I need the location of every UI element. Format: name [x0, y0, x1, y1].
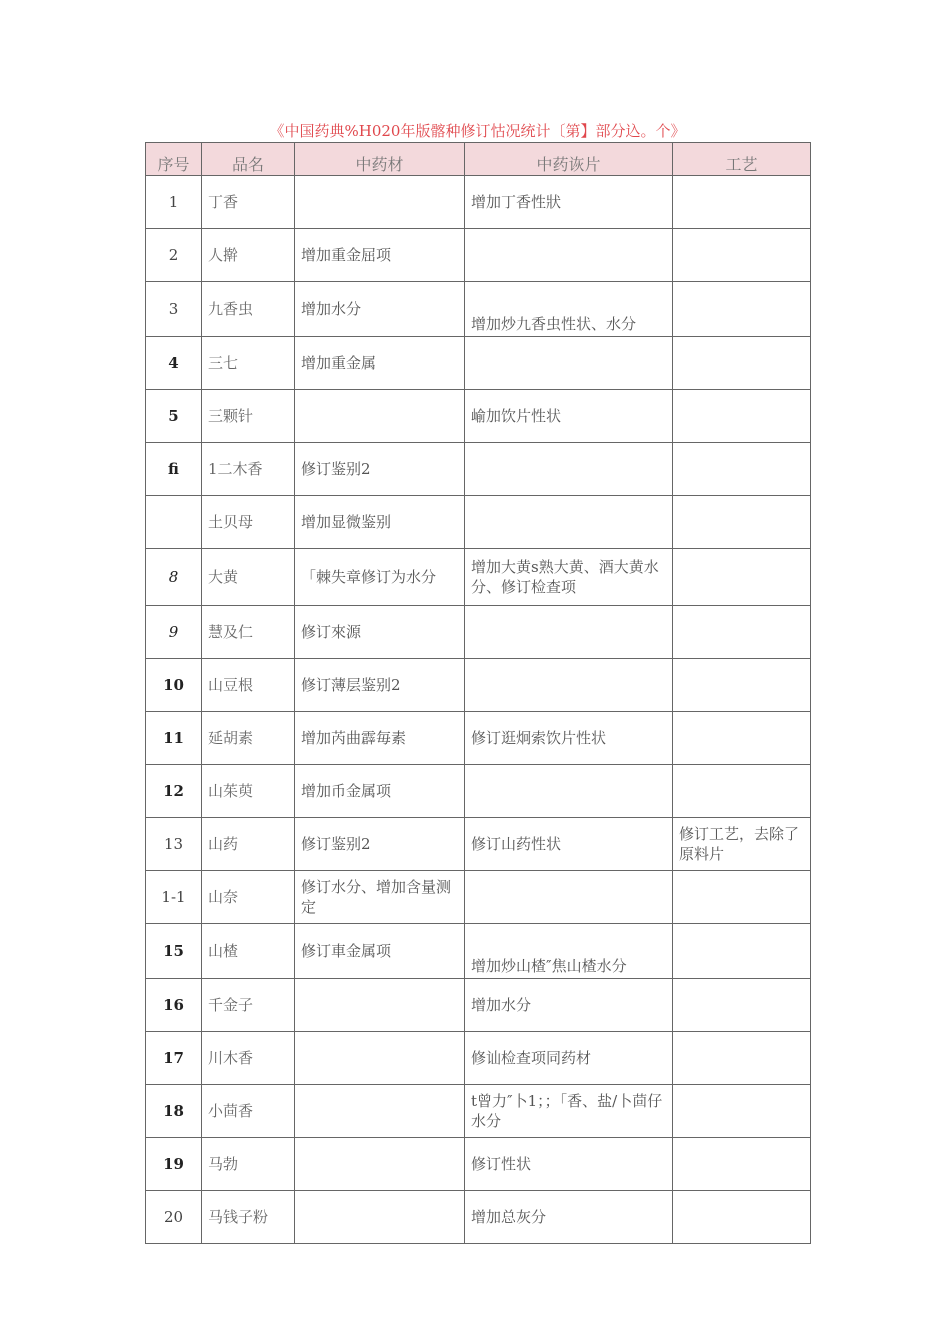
- cell-name: 三颗针: [202, 390, 295, 443]
- cell-name: 延胡素: [202, 712, 295, 765]
- cell-name: 慧及仁: [202, 606, 295, 659]
- cell-herb: 修订水分、增加含量测定: [295, 871, 465, 924]
- cell-name: 山药: [202, 818, 295, 871]
- cell-number: 18: [146, 1085, 202, 1138]
- table-row: [146, 1032, 811, 1085]
- cell-slice: 修讪检查项同药材: [465, 1032, 673, 1085]
- table-row: [146, 659, 811, 712]
- cell-herb: [295, 1085, 465, 1138]
- cell-number: 1-1: [146, 871, 202, 924]
- cell-name: 三七: [202, 337, 295, 390]
- cell-process: [673, 443, 811, 496]
- cell-slice: [465, 606, 673, 659]
- table-row: [146, 390, 811, 443]
- cell-name: 山茱萸: [202, 765, 295, 818]
- cell-name: 马钱子粉: [202, 1191, 295, 1244]
- cell-slice: 修订山药性状: [465, 818, 673, 871]
- cell-process: [673, 1191, 811, 1244]
- cell-name: 九香虫: [202, 282, 295, 337]
- cell-slice: [465, 229, 673, 282]
- header-number: 序号: [146, 143, 202, 176]
- cell-slice: 增加大黄s熟大黄、酒大黄水分、修订检查项: [465, 549, 673, 606]
- cell-number: 2: [146, 229, 202, 282]
- cell-herb: 增加芮曲霹毎素: [295, 712, 465, 765]
- cell-slice: 增加丁香性狀: [465, 176, 673, 229]
- cell-process: [673, 229, 811, 282]
- cell-slice: [465, 871, 673, 924]
- cell-herb: 修订鉴别2: [295, 818, 465, 871]
- cell-slice: 修订性状: [465, 1138, 673, 1191]
- cell-herb: 修订來源: [295, 606, 465, 659]
- cell-process: [673, 924, 811, 979]
- cell-number: 8: [146, 549, 202, 606]
- cell-herb: [295, 176, 465, 229]
- header-herb: 中药材: [295, 143, 465, 176]
- cell-slice: 增加水分: [465, 979, 673, 1032]
- table-row: [146, 337, 811, 390]
- cell-number: fi: [146, 443, 202, 496]
- cell-herb: [295, 979, 465, 1032]
- cell-herb: [295, 1032, 465, 1085]
- header-slice: 中药诙片: [465, 143, 673, 176]
- cell-herb: 修订車金属项: [295, 924, 465, 979]
- cell-number: 10: [146, 659, 202, 712]
- cell-process: [673, 979, 811, 1032]
- table-row: [146, 229, 811, 282]
- cell-name: 千金子: [202, 979, 295, 1032]
- cell-number: 5: [146, 390, 202, 443]
- cell-name: 小茴香: [202, 1085, 295, 1138]
- cell-slice: 增加总灰分: [465, 1191, 673, 1244]
- cell-process: 修订工艺，去除了原料片: [673, 818, 811, 871]
- revision-table: [145, 142, 811, 1244]
- table-row: [146, 712, 811, 765]
- cell-herb: 修订鉴别2: [295, 443, 465, 496]
- cell-process: [673, 282, 811, 337]
- cell-number: 13: [146, 818, 202, 871]
- cell-name: 马勃: [202, 1138, 295, 1191]
- cell-name: 大黄: [202, 549, 295, 606]
- cell-process: [673, 496, 811, 549]
- document-title: 《中国药典%H020年版髂种修订怙况统计〔第】部分込。个》: [269, 122, 686, 140]
- cell-name: 山楂: [202, 924, 295, 979]
- cell-process: [673, 549, 811, 606]
- cell-number: 1: [146, 176, 202, 229]
- cell-slice: [465, 337, 673, 390]
- table-row: [146, 282, 811, 337]
- cell-name: 人擀: [202, 229, 295, 282]
- cell-number: 4: [146, 337, 202, 390]
- cell-process: [673, 765, 811, 818]
- cell-process: [673, 1085, 811, 1138]
- table-row: [146, 924, 811, 979]
- cell-herb: 增加币金属项: [295, 765, 465, 818]
- cell-slice: t曾力″卜1；；「香、盐/卜茴仔水分: [465, 1085, 673, 1138]
- cell-process: [673, 176, 811, 229]
- cell-slice: 增加炒九香虫性状、水分: [465, 282, 673, 337]
- cell-herb: [295, 390, 465, 443]
- table-row: [146, 1191, 811, 1244]
- cell-herb: 「棘失章修订为水分: [295, 549, 465, 606]
- cell-slice: [465, 765, 673, 818]
- table-row: [146, 1138, 811, 1191]
- cell-number: 20: [146, 1191, 202, 1244]
- cell-number: 19: [146, 1138, 202, 1191]
- cell-herb: [295, 1191, 465, 1244]
- cell-herb: 修订薄层鉴别2: [295, 659, 465, 712]
- header-name: 品名: [202, 143, 295, 176]
- table-row: [146, 979, 811, 1032]
- table-row: [146, 1085, 811, 1138]
- cell-herb: 增加显微鉴别: [295, 496, 465, 549]
- cell-number: 16: [146, 979, 202, 1032]
- cell-number: 17: [146, 1032, 202, 1085]
- cell-slice: 崳加饮片性状: [465, 390, 673, 443]
- table-row: [146, 818, 811, 871]
- cell-process: [673, 871, 811, 924]
- cell-slice: 修订逛炯索饮片性状: [465, 712, 673, 765]
- cell-process: [673, 337, 811, 390]
- cell-name: 1二木香: [202, 443, 295, 496]
- cell-name: 山豆根: [202, 659, 295, 712]
- table-row: [146, 549, 811, 606]
- cell-herb: 增加重金属: [295, 337, 465, 390]
- cell-herb: 增加重金屈项: [295, 229, 465, 282]
- cell-number: 9: [146, 606, 202, 659]
- cell-slice: [465, 443, 673, 496]
- cell-herb: [295, 1138, 465, 1191]
- header-process: 工艺: [673, 143, 811, 176]
- cell-name: 川木香: [202, 1032, 295, 1085]
- cell-number: [146, 496, 202, 549]
- cell-process: [673, 390, 811, 443]
- cell-name: 土贝母: [202, 496, 295, 549]
- cell-process: [673, 1032, 811, 1085]
- table-row: [146, 765, 811, 818]
- cell-number: 15: [146, 924, 202, 979]
- table-header-row: [146, 143, 811, 176]
- cell-process: [673, 1138, 811, 1191]
- cell-name: 丁香: [202, 176, 295, 229]
- cell-process: [673, 712, 811, 765]
- cell-herb: 增加水分: [295, 282, 465, 337]
- cell-process: [673, 659, 811, 712]
- table-row: [146, 443, 811, 496]
- cell-process: [673, 606, 811, 659]
- cell-slice: [465, 496, 673, 549]
- cell-slice: 增加炒山楂″焦山楂水分: [465, 924, 673, 979]
- table-row: [146, 606, 811, 659]
- table-row: [146, 176, 811, 229]
- table-row: [146, 871, 811, 924]
- cell-slice: [465, 659, 673, 712]
- cell-name: 山奈: [202, 871, 295, 924]
- cell-number: 12: [146, 765, 202, 818]
- table-row: [146, 496, 811, 549]
- cell-number: 3: [146, 282, 202, 337]
- cell-number: 11: [146, 712, 202, 765]
